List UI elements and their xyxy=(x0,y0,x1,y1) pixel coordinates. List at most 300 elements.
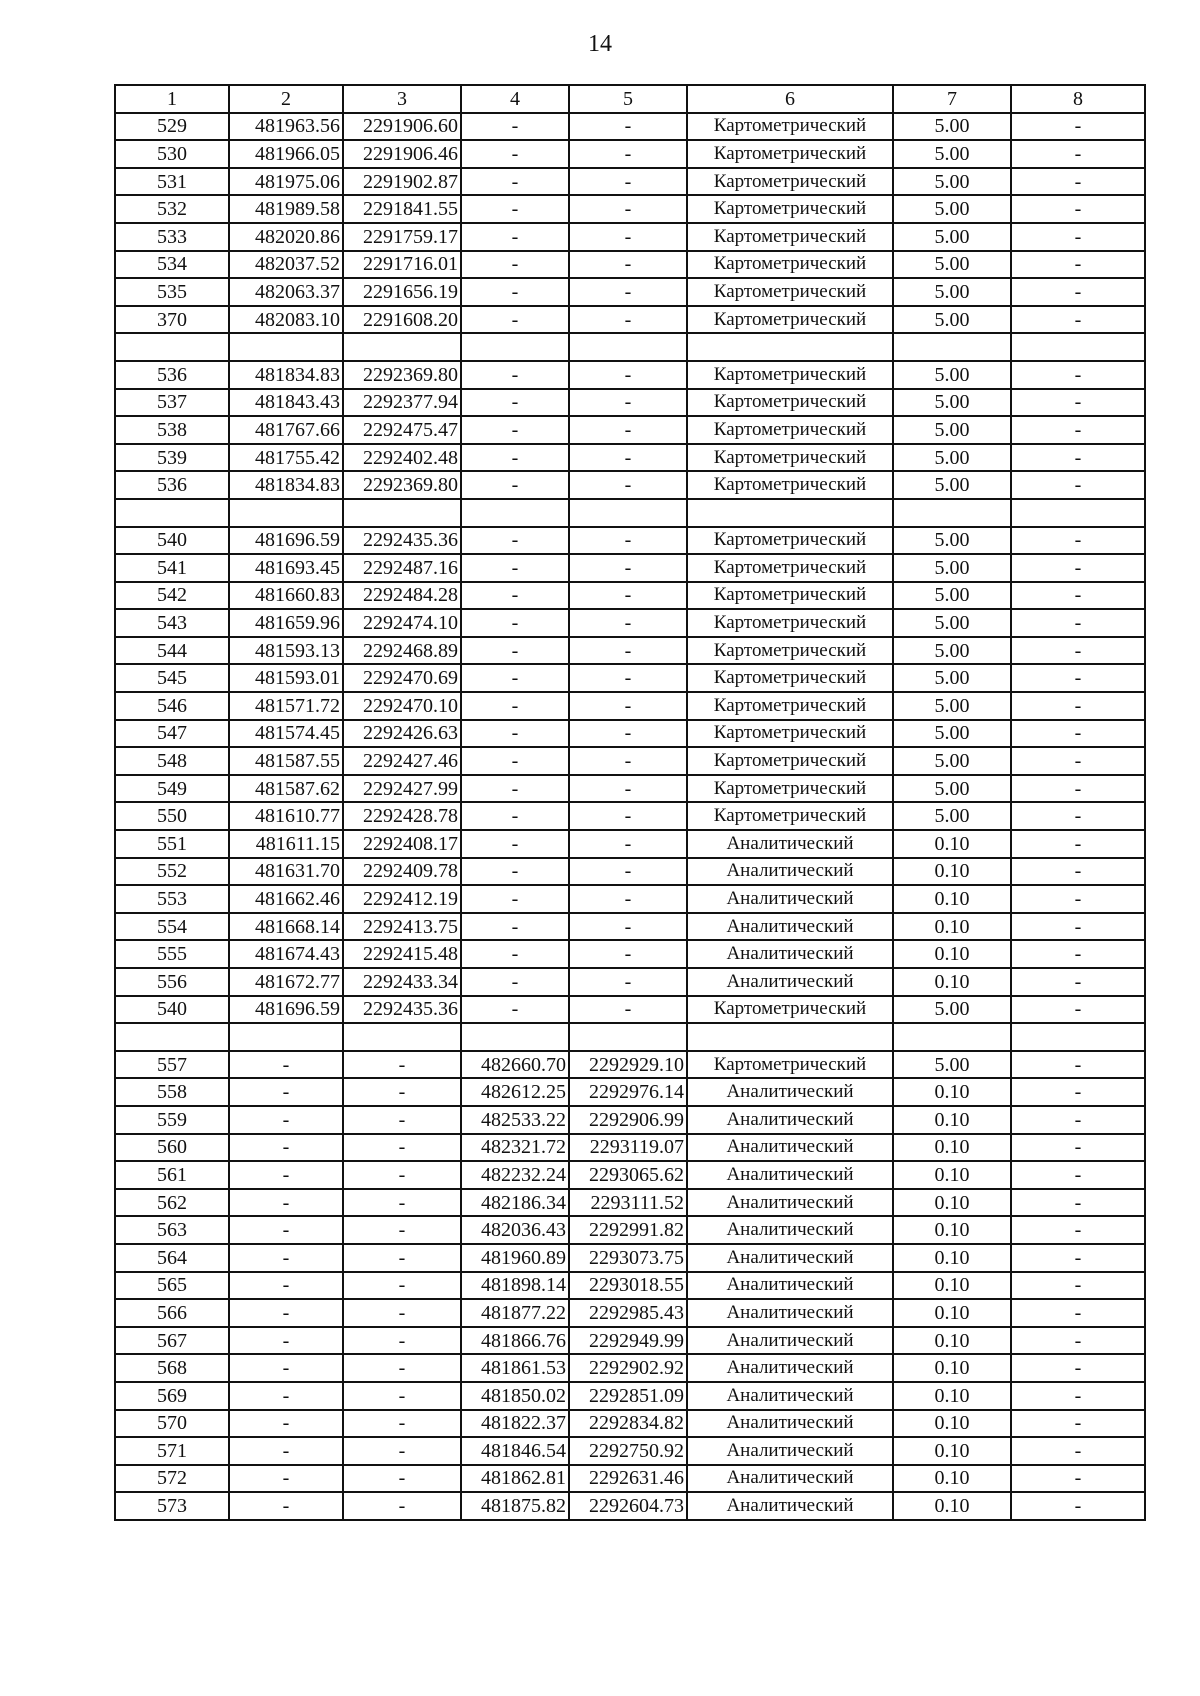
method-cell: Картометрический xyxy=(687,306,893,334)
note-cell: - xyxy=(1011,527,1145,555)
point-number-cell: 561 xyxy=(115,1161,229,1189)
new-x-coordinate-cell: - xyxy=(461,389,569,417)
method-cell: Картометрический xyxy=(687,637,893,665)
new-x-coordinate-cell: - xyxy=(461,720,569,748)
y-coordinate-cell: - xyxy=(343,1410,461,1438)
y-coordinate-cell: - xyxy=(343,1299,461,1327)
point-number-cell xyxy=(115,499,229,527)
note-cell: - xyxy=(1011,140,1145,168)
point-number-cell: 570 xyxy=(115,1410,229,1438)
point-number-cell: 533 xyxy=(115,223,229,251)
point-number-cell: 540 xyxy=(115,527,229,555)
method-cell: Картометрический xyxy=(687,278,893,306)
new-y-coordinate-cell: - xyxy=(569,720,687,748)
method-cell: Картометрический xyxy=(687,168,893,196)
new-y-coordinate-cell: - xyxy=(569,195,687,223)
new-y-coordinate-cell xyxy=(569,499,687,527)
point-number-cell: 532 xyxy=(115,195,229,223)
table-row xyxy=(115,554,1145,582)
new-x-coordinate-cell: - xyxy=(461,554,569,582)
note-cell: - xyxy=(1011,1051,1145,1079)
x-coordinate-cell: - xyxy=(229,1299,343,1327)
new-y-coordinate-cell: 2292985.43 xyxy=(569,1299,687,1327)
accuracy-cell: 5.00 xyxy=(893,113,1011,141)
y-coordinate-cell: 2292487.16 xyxy=(343,554,461,582)
x-coordinate-cell: 481767.66 xyxy=(229,416,343,444)
x-coordinate-cell xyxy=(229,499,343,527)
new-y-coordinate-cell xyxy=(569,1023,687,1051)
table-row xyxy=(115,830,1145,858)
note-cell: - xyxy=(1011,223,1145,251)
note-cell: - xyxy=(1011,996,1145,1024)
column-header: 1 xyxy=(115,85,229,113)
new-x-coordinate-cell: - xyxy=(461,747,569,775)
x-coordinate-cell: - xyxy=(229,1492,343,1520)
x-coordinate-cell: - xyxy=(229,1134,343,1162)
y-coordinate-cell: 2292426.63 xyxy=(343,720,461,748)
y-coordinate-cell: 2292427.46 xyxy=(343,747,461,775)
column-header: 6 xyxy=(687,85,893,113)
new-y-coordinate-cell: 2293119.07 xyxy=(569,1134,687,1162)
new-x-coordinate-cell: - xyxy=(461,664,569,692)
note-cell: - xyxy=(1011,361,1145,389)
x-coordinate-cell: - xyxy=(229,1382,343,1410)
note-cell: - xyxy=(1011,692,1145,720)
new-y-coordinate-cell: 2292929.10 xyxy=(569,1051,687,1079)
table-row xyxy=(115,168,1145,196)
table-row xyxy=(115,444,1145,472)
method-cell: Аналитический xyxy=(687,1465,893,1493)
note-cell: - xyxy=(1011,1437,1145,1465)
new-x-coordinate-cell: 481822.37 xyxy=(461,1410,569,1438)
method-cell: Картометрический xyxy=(687,195,893,223)
y-coordinate-cell: 2291656.19 xyxy=(343,278,461,306)
x-coordinate-cell: 481662.46 xyxy=(229,885,343,913)
new-y-coordinate-cell: - xyxy=(569,775,687,803)
method-cell: Аналитический xyxy=(687,1327,893,1355)
new-x-coordinate-cell: 482660.70 xyxy=(461,1051,569,1079)
x-coordinate-cell xyxy=(229,1023,343,1051)
note-cell: - xyxy=(1011,1272,1145,1300)
new-x-coordinate-cell: - xyxy=(461,802,569,830)
method-cell: Картометрический xyxy=(687,747,893,775)
accuracy-cell: 0.10 xyxy=(893,1492,1011,1520)
table-row xyxy=(115,996,1145,1024)
method-cell: Аналитический xyxy=(687,1106,893,1134)
x-coordinate-cell: - xyxy=(229,1216,343,1244)
new-x-coordinate-cell: 481862.81 xyxy=(461,1465,569,1493)
x-coordinate-cell: 481631.70 xyxy=(229,858,343,886)
accuracy-cell: 5.00 xyxy=(893,223,1011,251)
new-x-coordinate-cell: - xyxy=(461,416,569,444)
note-cell: - xyxy=(1011,802,1145,830)
new-x-coordinate-cell: 482533.22 xyxy=(461,1106,569,1134)
accuracy-cell: 0.10 xyxy=(893,1327,1011,1355)
new-x-coordinate-cell: 482036.43 xyxy=(461,1216,569,1244)
point-number-cell: 370 xyxy=(115,306,229,334)
accuracy-cell: 0.10 xyxy=(893,913,1011,941)
x-coordinate-cell: 481834.83 xyxy=(229,471,343,499)
x-coordinate-cell: 482063.37 xyxy=(229,278,343,306)
method-cell: Картометрический xyxy=(687,361,893,389)
table-row xyxy=(115,278,1145,306)
x-coordinate-cell: 481696.59 xyxy=(229,996,343,1024)
note-cell: - xyxy=(1011,1244,1145,1272)
point-number-cell: 543 xyxy=(115,609,229,637)
table-row xyxy=(115,251,1145,279)
table-row xyxy=(115,940,1145,968)
method-cell: Картометрический xyxy=(687,609,893,637)
table-body xyxy=(115,113,1145,1520)
method-cell: Аналитический xyxy=(687,1189,893,1217)
table-row xyxy=(115,885,1145,913)
new-x-coordinate-cell: - xyxy=(461,444,569,472)
y-coordinate-cell: - xyxy=(343,1244,461,1272)
note-cell: - xyxy=(1011,830,1145,858)
note-cell: - xyxy=(1011,278,1145,306)
note-cell: - xyxy=(1011,1465,1145,1493)
y-coordinate-cell: - xyxy=(343,1382,461,1410)
note-cell: - xyxy=(1011,858,1145,886)
accuracy-cell: 0.10 xyxy=(893,1299,1011,1327)
table-row xyxy=(115,1410,1145,1438)
new-y-coordinate-cell: - xyxy=(569,830,687,858)
table-row xyxy=(115,416,1145,444)
x-coordinate-cell: 481660.83 xyxy=(229,582,343,610)
accuracy-cell: 5.00 xyxy=(893,720,1011,748)
point-number-cell: 537 xyxy=(115,389,229,417)
accuracy-cell xyxy=(893,499,1011,527)
accuracy-cell: 5.00 xyxy=(893,775,1011,803)
accuracy-cell: 5.00 xyxy=(893,389,1011,417)
point-number-cell: 538 xyxy=(115,416,229,444)
new-y-coordinate-cell: 2293073.75 xyxy=(569,1244,687,1272)
method-cell: Картометрический xyxy=(687,720,893,748)
x-coordinate-cell: - xyxy=(229,1437,343,1465)
accuracy-cell: 5.00 xyxy=(893,802,1011,830)
accuracy-cell: 5.00 xyxy=(893,444,1011,472)
x-coordinate-cell: - xyxy=(229,1244,343,1272)
accuracy-cell: 0.10 xyxy=(893,1216,1011,1244)
note-cell: - xyxy=(1011,1161,1145,1189)
accuracy-cell: 0.10 xyxy=(893,1354,1011,1382)
column-header: 8 xyxy=(1011,85,1145,113)
note-cell: - xyxy=(1011,471,1145,499)
method-cell: Аналитический xyxy=(687,940,893,968)
new-y-coordinate-cell: - xyxy=(569,885,687,913)
table-row xyxy=(115,1492,1145,1520)
method-cell: Картометрический xyxy=(687,996,893,1024)
x-coordinate-cell: - xyxy=(229,1327,343,1355)
accuracy-cell: 5.00 xyxy=(893,1051,1011,1079)
accuracy-cell: 0.10 xyxy=(893,1078,1011,1106)
y-coordinate-cell: 2291716.01 xyxy=(343,251,461,279)
table-row xyxy=(115,389,1145,417)
point-number-cell: 555 xyxy=(115,940,229,968)
accuracy-cell: 5.00 xyxy=(893,554,1011,582)
note-cell: - xyxy=(1011,389,1145,417)
table-row xyxy=(115,1216,1145,1244)
accuracy-cell: 5.00 xyxy=(893,692,1011,720)
method-cell xyxy=(687,333,893,361)
table-row xyxy=(115,802,1145,830)
table-row xyxy=(115,1327,1145,1355)
y-coordinate-cell xyxy=(343,1023,461,1051)
new-y-coordinate-cell: 2292851.09 xyxy=(569,1382,687,1410)
note-cell: - xyxy=(1011,968,1145,996)
x-coordinate-cell: 481593.01 xyxy=(229,664,343,692)
note-cell: - xyxy=(1011,1410,1145,1438)
method-cell: Картометрический xyxy=(687,554,893,582)
new-x-coordinate-cell xyxy=(461,499,569,527)
new-x-coordinate-cell: - xyxy=(461,885,569,913)
y-coordinate-cell: 2292409.78 xyxy=(343,858,461,886)
method-cell: Картометрический xyxy=(687,113,893,141)
method-cell: Картометрический xyxy=(687,416,893,444)
accuracy-cell: 5.00 xyxy=(893,278,1011,306)
note-cell: - xyxy=(1011,1382,1145,1410)
y-coordinate-cell: 2292415.48 xyxy=(343,940,461,968)
y-coordinate-cell: 2292435.36 xyxy=(343,527,461,555)
accuracy-cell: 5.00 xyxy=(893,527,1011,555)
new-y-coordinate-cell: 2292991.82 xyxy=(569,1216,687,1244)
y-coordinate-cell: 2291906.46 xyxy=(343,140,461,168)
method-cell: Аналитический xyxy=(687,1299,893,1327)
new-y-coordinate-cell: - xyxy=(569,113,687,141)
note-cell: - xyxy=(1011,1106,1145,1134)
point-number-cell: 534 xyxy=(115,251,229,279)
new-y-coordinate-cell: 2293065.62 xyxy=(569,1161,687,1189)
point-number-cell: 553 xyxy=(115,885,229,913)
new-x-coordinate-cell: - xyxy=(461,113,569,141)
accuracy-cell: 5.00 xyxy=(893,747,1011,775)
accuracy-cell: 5.00 xyxy=(893,195,1011,223)
note-cell: - xyxy=(1011,416,1145,444)
method-cell: Аналитический xyxy=(687,1492,893,1520)
new-y-coordinate-cell: - xyxy=(569,140,687,168)
point-number-cell: 572 xyxy=(115,1465,229,1493)
accuracy-cell: 0.10 xyxy=(893,1272,1011,1300)
note-cell: - xyxy=(1011,720,1145,748)
new-x-coordinate-cell: 481866.76 xyxy=(461,1327,569,1355)
new-x-coordinate-cell: - xyxy=(461,195,569,223)
column-header: 5 xyxy=(569,85,687,113)
method-cell: Картометрический xyxy=(687,582,893,610)
table-row xyxy=(115,1437,1145,1465)
new-x-coordinate-cell: 481846.54 xyxy=(461,1437,569,1465)
new-y-coordinate-cell: 2293111.52 xyxy=(569,1189,687,1217)
y-coordinate-cell: - xyxy=(343,1189,461,1217)
table-row xyxy=(115,1106,1145,1134)
page-number: 14 xyxy=(588,31,612,57)
new-y-coordinate-cell: 2292834.82 xyxy=(569,1410,687,1438)
table-row xyxy=(115,1354,1145,1382)
new-y-coordinate-cell: 2292631.46 xyxy=(569,1465,687,1493)
x-coordinate-cell: 481593.13 xyxy=(229,637,343,665)
method-cell: Аналитический xyxy=(687,1078,893,1106)
table-row xyxy=(115,637,1145,665)
note-cell xyxy=(1011,1023,1145,1051)
x-coordinate-cell: - xyxy=(229,1161,343,1189)
note-cell xyxy=(1011,499,1145,527)
x-coordinate-cell: - xyxy=(229,1354,343,1382)
point-number-cell: 530 xyxy=(115,140,229,168)
new-x-coordinate-cell: - xyxy=(461,968,569,996)
x-coordinate-cell: - xyxy=(229,1189,343,1217)
new-y-coordinate-cell: - xyxy=(569,968,687,996)
table-row xyxy=(115,1078,1145,1106)
x-coordinate-cell: 481610.77 xyxy=(229,802,343,830)
new-y-coordinate-cell: - xyxy=(569,802,687,830)
point-number-cell: 552 xyxy=(115,858,229,886)
x-coordinate-cell: 482020.86 xyxy=(229,223,343,251)
accuracy-cell: 0.10 xyxy=(893,1161,1011,1189)
point-number-cell: 566 xyxy=(115,1299,229,1327)
new-y-coordinate-cell: - xyxy=(569,444,687,472)
table-row xyxy=(115,306,1145,334)
y-coordinate-cell: - xyxy=(343,1106,461,1134)
new-x-coordinate-cell: - xyxy=(461,940,569,968)
y-coordinate-cell xyxy=(343,333,461,361)
method-cell: Картометрический xyxy=(687,444,893,472)
accuracy-cell: 5.00 xyxy=(893,140,1011,168)
x-coordinate-cell: 481693.45 xyxy=(229,554,343,582)
table-row xyxy=(115,775,1145,803)
accuracy-cell: 0.10 xyxy=(893,830,1011,858)
column-header: 2 xyxy=(229,85,343,113)
x-coordinate-cell xyxy=(229,333,343,361)
note-cell: - xyxy=(1011,168,1145,196)
note-cell: - xyxy=(1011,306,1145,334)
accuracy-cell: 5.00 xyxy=(893,361,1011,389)
x-coordinate-cell: - xyxy=(229,1465,343,1493)
accuracy-cell: 5.00 xyxy=(893,996,1011,1024)
table-row xyxy=(115,1023,1145,1051)
accuracy-cell: 5.00 xyxy=(893,416,1011,444)
x-coordinate-cell: 481659.96 xyxy=(229,609,343,637)
y-coordinate-cell: - xyxy=(343,1051,461,1079)
note-cell: - xyxy=(1011,251,1145,279)
new-y-coordinate-cell: - xyxy=(569,278,687,306)
point-number-cell: 556 xyxy=(115,968,229,996)
y-coordinate-cell: 2291841.55 xyxy=(343,195,461,223)
new-x-coordinate-cell: - xyxy=(461,637,569,665)
point-number-cell: 567 xyxy=(115,1327,229,1355)
point-number-cell: 541 xyxy=(115,554,229,582)
point-number-cell: 546 xyxy=(115,692,229,720)
y-coordinate-cell: 2292427.99 xyxy=(343,775,461,803)
new-x-coordinate-cell: - xyxy=(461,582,569,610)
note-cell: - xyxy=(1011,1299,1145,1327)
x-coordinate-cell: - xyxy=(229,1410,343,1438)
x-coordinate-cell: 482037.52 xyxy=(229,251,343,279)
table-row xyxy=(115,1465,1145,1493)
y-coordinate-cell xyxy=(343,499,461,527)
accuracy-cell: 5.00 xyxy=(893,251,1011,279)
new-x-coordinate-cell: - xyxy=(461,306,569,334)
method-cell: Аналитический xyxy=(687,1161,893,1189)
y-coordinate-cell: - xyxy=(343,1078,461,1106)
y-coordinate-cell: 2292433.34 xyxy=(343,968,461,996)
method-cell: Картометрический xyxy=(687,140,893,168)
new-x-coordinate-cell: - xyxy=(461,140,569,168)
y-coordinate-cell: - xyxy=(343,1272,461,1300)
note-cell: - xyxy=(1011,1492,1145,1520)
point-number-cell: 560 xyxy=(115,1134,229,1162)
point-number-cell: 544 xyxy=(115,637,229,665)
point-number-cell: 535 xyxy=(115,278,229,306)
column-header: 3 xyxy=(343,85,461,113)
point-number-cell: 569 xyxy=(115,1382,229,1410)
y-coordinate-cell: 2291902.87 xyxy=(343,168,461,196)
point-number-cell xyxy=(115,333,229,361)
y-coordinate-cell: - xyxy=(343,1354,461,1382)
method-cell: Картометрический xyxy=(687,664,893,692)
accuracy-cell: 0.10 xyxy=(893,1189,1011,1217)
accuracy-cell: 0.10 xyxy=(893,1106,1011,1134)
point-number-cell: 557 xyxy=(115,1051,229,1079)
x-coordinate-cell: 481966.05 xyxy=(229,140,343,168)
method-cell: Картометрический xyxy=(687,775,893,803)
point-number-cell: 536 xyxy=(115,471,229,499)
x-coordinate-cell: 481963.56 xyxy=(229,113,343,141)
y-coordinate-cell: 2292468.89 xyxy=(343,637,461,665)
note-cell: - xyxy=(1011,913,1145,941)
method-cell: Картометрический xyxy=(687,389,893,417)
point-number-cell: 573 xyxy=(115,1492,229,1520)
point-number-cell: 529 xyxy=(115,113,229,141)
point-number-cell: 536 xyxy=(115,361,229,389)
accuracy-cell: 5.00 xyxy=(893,582,1011,610)
method-cell: Картометрический xyxy=(687,251,893,279)
point-number-cell: 545 xyxy=(115,664,229,692)
note-cell: - xyxy=(1011,554,1145,582)
point-number-cell: 568 xyxy=(115,1354,229,1382)
new-x-coordinate-cell: - xyxy=(461,609,569,637)
y-coordinate-cell: 2292377.94 xyxy=(343,389,461,417)
new-y-coordinate-cell: - xyxy=(569,471,687,499)
accuracy-cell: 0.10 xyxy=(893,1382,1011,1410)
new-x-coordinate-cell: 482232.24 xyxy=(461,1161,569,1189)
y-coordinate-cell: 2291608.20 xyxy=(343,306,461,334)
new-x-coordinate-cell: - xyxy=(461,996,569,1024)
new-x-coordinate-cell: - xyxy=(461,361,569,389)
new-y-coordinate-cell: - xyxy=(569,692,687,720)
new-y-coordinate-cell: 2293018.55 xyxy=(569,1272,687,1300)
note-cell: - xyxy=(1011,775,1145,803)
new-y-coordinate-cell: - xyxy=(569,416,687,444)
method-cell: Картометрический xyxy=(687,802,893,830)
accuracy-cell: 0.10 xyxy=(893,1437,1011,1465)
table-row xyxy=(115,1299,1145,1327)
accuracy-cell: 0.10 xyxy=(893,858,1011,886)
table-row xyxy=(115,747,1145,775)
table-row xyxy=(115,471,1145,499)
column-header: 7 xyxy=(893,85,1011,113)
y-coordinate-cell: 2292474.10 xyxy=(343,609,461,637)
point-number-cell: 549 xyxy=(115,775,229,803)
x-coordinate-cell: 481668.14 xyxy=(229,913,343,941)
table-row xyxy=(115,692,1145,720)
table-row xyxy=(115,1244,1145,1272)
y-coordinate-cell: 2292402.48 xyxy=(343,444,461,472)
table-row xyxy=(115,968,1145,996)
new-y-coordinate-cell: - xyxy=(569,996,687,1024)
accuracy-cell: 5.00 xyxy=(893,168,1011,196)
new-x-coordinate-cell: 482321.72 xyxy=(461,1134,569,1162)
x-coordinate-cell: 481672.77 xyxy=(229,968,343,996)
x-coordinate-cell: 481587.62 xyxy=(229,775,343,803)
